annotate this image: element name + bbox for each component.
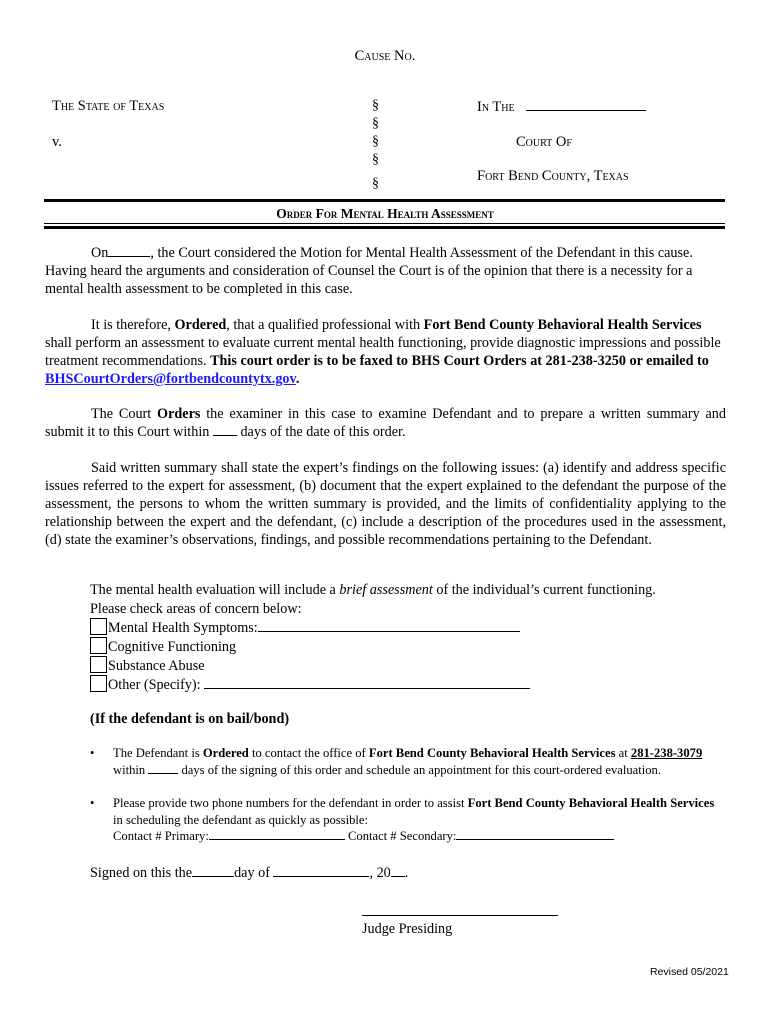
title-rule-top — [44, 199, 725, 202]
para3-t1: The Court — [91, 406, 158, 422]
b2-t1: Please provide two phone numbers for the defendant in order to assist — [113, 796, 468, 810]
section-mark: § — [372, 152, 379, 167]
paragraph-motion — [45, 244, 726, 298]
days-within-field[interactable] — [213, 423, 237, 436]
para3-t2: the examiner in this case to examine Defendant and to prepare a written summary and submit it to this Court within — [45, 406, 726, 440]
para2-b3: This court order is to be faxed to BHS Court Orders at 281-238-3250 or emailed to — [210, 353, 709, 369]
para1-start: On — [91, 245, 109, 261]
primary-contact-field[interactable] — [209, 828, 345, 840]
para2-b2: Fort Bend County Behavioral Health Services — [423, 317, 702, 333]
evaluation-intro — [90, 581, 730, 599]
b1-t2: to contact the office of — [248, 746, 369, 760]
para3-t3: days of the date of this order. — [236, 424, 406, 440]
para2-t2: , that a qualified professional with — [226, 317, 424, 333]
other-label: Other (Specify): — [108, 677, 205, 693]
b1-ordered: Ordered — [202, 746, 249, 760]
secondary-contact-label: Contact # Secondary: — [344, 829, 457, 843]
section-mark: § — [372, 134, 379, 149]
other-specify-field[interactable] — [204, 676, 530, 689]
hearing-date-field[interactable] — [108, 244, 150, 257]
bullet-contact-office — [113, 745, 725, 778]
title-rule-bottom — [44, 223, 725, 224]
signed-date-line — [90, 864, 730, 882]
bhs-phone-number: 281-238-3079 — [630, 746, 703, 760]
bullet-dot: • — [90, 796, 95, 810]
bhs-email-link[interactable]: BHSCourtOrders@fortbendcountytx.gov — [45, 371, 296, 387]
in-the-text: In The — [477, 99, 515, 115]
paragraph-summary-issues: Said written summary shall state the expert’s findings on the following issues: (a) identify and address specific issues referred to the expert for assessment, (b) document that the expert explained to the defendant the purpose of the assessment, the persons to whom the written summary is provided, and the limits of confidentiality applying to the relationship between the expert and the defendant, (c) include a description of the procedures used in the assessment, (d) state the examiner’s observations, findings, and possible recommendations pertaining to the Defendant. — [45, 460, 726, 548]
county-label: Fort Bend County, Texas — [477, 168, 629, 184]
signed-t1: Signed on this the — [90, 865, 193, 881]
para3-b1: Orders — [157, 406, 201, 422]
title-rule-bottom-thick — [44, 226, 725, 229]
check-prompt: Please check areas of concern below: — [90, 601, 302, 617]
signed-year-field[interactable] — [391, 864, 405, 877]
checkbox-row-other — [90, 675, 730, 694]
b2-agency: Fort Bend County Behavioral Health Services — [467, 796, 715, 810]
court-number-field[interactable] — [526, 98, 646, 111]
other-checkbox[interactable] — [90, 675, 107, 692]
mental-health-checkbox[interactable] — [90, 618, 107, 635]
signed-day-field[interactable] — [192, 864, 234, 877]
eval-t1: The mental health evaluation will include a — [90, 582, 340, 598]
secondary-contact-field[interactable] — [456, 828, 614, 840]
b1-agency: Fort Bend County Behavioral Health Services — [368, 746, 616, 760]
section-mark: § — [372, 98, 379, 113]
paragraph-order — [45, 316, 726, 388]
checkbox-row-mental-health — [90, 618, 730, 637]
b1-t3: at — [615, 746, 631, 760]
mental-health-symptoms-field[interactable] — [258, 619, 520, 632]
signed-t3: , 20 — [369, 865, 391, 881]
versus-label: v. — [52, 134, 62, 150]
bail-bond-heading: (If the defendant is on bail/bond) — [90, 711, 290, 727]
days-to-contact-field[interactable] — [148, 762, 178, 774]
b1-t4: within — [113, 762, 149, 777]
para2-t3: shall perform an assessment to evaluate current mental health functioning, provide diagnostic impressions and possible treatment recommendations. — [45, 335, 721, 369]
document-title: Order For Mental Health Assessment — [276, 206, 494, 221]
section-mark: § — [372, 176, 379, 191]
para2-b1: Ordered — [174, 317, 227, 333]
bullet-dot: • — [90, 746, 95, 760]
para1-rest: , the Court considered the Motion for Mental Health Assessment of the Defendant in this cause. Having heard the arguments and consideration of Counsel the Court is of the opinion that there is a necessity for a mental health assessment to be completed in this case. — [45, 245, 693, 297]
checkbox-row-cognitive — [90, 637, 730, 656]
court-of-label: Court Of — [516, 134, 572, 150]
eval-t2: of the individual’s current functioning. — [432, 582, 656, 598]
revision-date: Revised 05/2021 — [650, 966, 729, 978]
b2-t2: in scheduling the defendant as quickly as possible: — [113, 812, 368, 827]
judge-presiding-label: Judge Presiding — [362, 921, 453, 937]
section-mark: § — [372, 116, 379, 131]
para2-end: . — [295, 371, 300, 387]
substance-abuse-checkbox[interactable] — [90, 656, 107, 673]
signed-t2: day of — [234, 865, 274, 881]
cause-number-label: Cause No. — [354, 48, 416, 64]
cognitive-checkbox[interactable] — [90, 637, 107, 654]
checkbox-row-substance — [90, 656, 730, 675]
signed-t4: . — [404, 865, 409, 881]
signed-month-field[interactable] — [273, 864, 369, 877]
para2-t1: It is therefore, — [91, 317, 175, 333]
judge-signature-line[interactable] — [362, 915, 558, 916]
b1-t5: days of the signing of this order and schedule an appointment for this court-ordered evaluation. — [178, 762, 661, 777]
eval-italic: brief assessment — [339, 582, 433, 598]
in-the-label — [477, 98, 646, 116]
state-of-texas-label: The State of Texas — [52, 98, 165, 114]
paragraph-examiner — [45, 405, 726, 441]
primary-contact-label: Contact # Primary: — [113, 829, 209, 843]
mental-health-label: Mental Health Symptoms: — [108, 620, 258, 636]
bullet-phone-numbers — [113, 795, 725, 828]
cognitive-label: Cognitive Functioning — [108, 639, 237, 655]
substance-abuse-label: Substance Abuse — [108, 658, 205, 674]
b1-t1: The Defendant is — [113, 746, 203, 760]
contact-numbers-row — [113, 828, 725, 845]
